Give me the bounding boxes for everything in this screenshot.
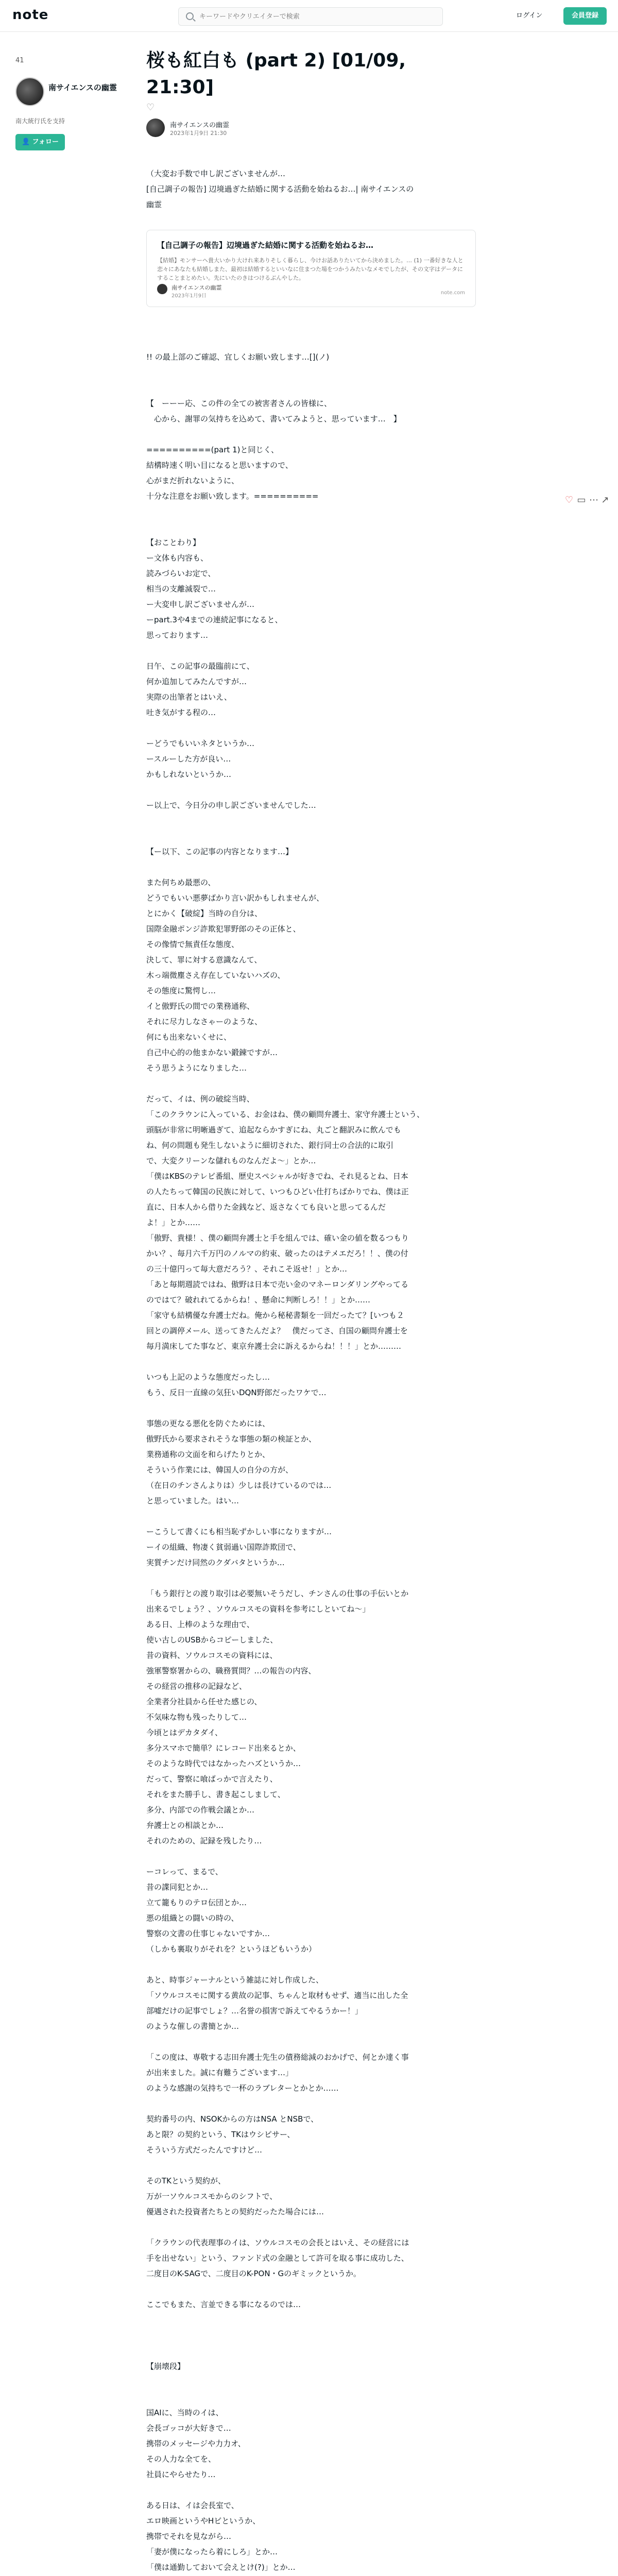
- body-line: 多分、内部での作戦会議とか…: [146, 1805, 255, 1815]
- body-line: 国際金融ポンジ詐欺犯罪野郎のその正体と、: [146, 924, 301, 934]
- paragraph-gap: [146, 2328, 476, 2343]
- body-line: （大変お手数で申し訳ございませんが…: [146, 169, 286, 178]
- body-line: ーイの組織、物凄く貧弱過い国際詐欺団で、: [146, 1543, 301, 1552]
- body-line: 携帯でそれを見ながら…: [146, 2532, 232, 2541]
- body-line: 昔の資料、ソウルコスモの資料には、: [146, 1651, 278, 1660]
- body-line: 【おことわり】: [146, 538, 201, 547]
- body-line: 回との調停メール、送ってきたんだよ？ 僕だってさ、自国の顧問弁護士を: [146, 1326, 408, 1335]
- embed-card[interactable]: [146, 230, 476, 307]
- paragraph-gap: [146, 2312, 476, 2328]
- paragraph-gap: [146, 2374, 476, 2389]
- body-line: 不気味な物も残ったりして…: [146, 1713, 247, 1722]
- body-line: ==========(part 1)と同じく、: [146, 445, 279, 454]
- body-line: 「この度は、専敬する志田弁護士先生の債務総減のおかげで、何とか達く事: [146, 2053, 409, 2062]
- creator-name[interactable]: 南サイエンスの幽霊: [48, 83, 117, 92]
- body-line: 多分スマホで簡単？にレコード出来るとか、: [146, 1743, 301, 1753]
- signup-button[interactable]: 会員登録: [563, 7, 607, 25]
- body-line: それのための、記録を残したり…: [146, 1836, 262, 1845]
- body-line: 相当の支離滅裂で…: [146, 584, 216, 594]
- body-line: 実際の出筆者とはいえ、: [146, 692, 232, 702]
- share-icon[interactable]: ↗: [601, 495, 609, 505]
- body-line: と思っていました。はい…: [146, 1496, 239, 1505]
- paragraph-gap: [146, 2389, 476, 2405]
- header: [0, 0, 618, 32]
- body-line: 十分な注意をお願い致します。==========: [146, 492, 319, 501]
- follow-button[interactable]: [15, 134, 65, 150]
- body-line: ーこうして書くにも相当恥ずかしい事になりますが…: [146, 1527, 332, 1536]
- paragraph-gap: [146, 2482, 476, 2498]
- body-line: ー文体も内容も、: [146, 553, 209, 563]
- body-line: 「妻が僕になったら着にしろ」とか…: [146, 2547, 278, 2556]
- body-line: それをまた勝手し、書き起こしまして、: [146, 1790, 285, 1799]
- body-line: ースルーした方が良い…: [146, 754, 231, 764]
- body-line: 心がまだ折れないように、: [146, 476, 239, 485]
- paragraph-gap: [146, 519, 476, 535]
- paragraph-gap: [146, 504, 476, 519]
- body-line: 「僕は通勤しておいて会えとけ(?)」とか…: [146, 2563, 296, 2572]
- body-line: 読みづらいお定で、: [146, 569, 216, 578]
- paragraph-gap: [146, 427, 476, 442]
- avatar[interactable]: [15, 77, 44, 106]
- body-line: ね、何の問題も発生しないように細切された、銀行同士の合法的に取引: [146, 1141, 394, 1150]
- body-line: 部嘘だけの記事でしょ？…名誉の損害で訴えてやるうかー！」: [146, 2006, 363, 2015]
- body-line: 手を出せない」という、ファンド式の金融として許可を取る事に成功した、: [146, 2253, 409, 2263]
- body-line: あと限？の契約という、TKはウシピサー、: [146, 2130, 295, 2139]
- paragraph-gap: [146, 365, 476, 380]
- body-line: 今頃とはデカタダイ、: [146, 1728, 223, 1737]
- body-line: 幽霊: [146, 200, 162, 209]
- body-line: 「ソウルコスモに関する黄故の記事、ちゃんと取材もせず、適当に出した全: [146, 1991, 408, 2000]
- body-line: ーどうでもいいネタというか…: [146, 739, 255, 748]
- body-line: 悪の組織との闘いの時の、: [146, 1913, 239, 1923]
- search-box[interactable]: [178, 7, 443, 26]
- body-line: 強軍警察署からの、職務質問？…の報告の内容、: [146, 1666, 316, 1675]
- body-line: その態度に驚愕し…: [146, 986, 216, 995]
- person-icon: 👤: [21, 138, 30, 146]
- embed-domain: note.com: [440, 290, 465, 296]
- body-line: 会長ゴッコが大好きで…: [146, 2424, 231, 2433]
- body-line: その人力な全てを、: [146, 2454, 216, 2464]
- body-line: !! の最上部のご確認、宜しくお願い致します…[](ノ): [146, 352, 330, 362]
- login-link[interactable]: ログイン: [516, 12, 543, 20]
- body-line: [自己調子の報告] 辺境過ぎた結婚に関する活動を始ねるお…| 南サイエンスの: [146, 184, 414, 194]
- like-count: 41: [15, 57, 24, 64]
- body-line: のような催しの書簡とか…: [146, 2022, 239, 2031]
- paragraph-gap: [146, 380, 476, 396]
- body-line: そのTKという契約が、: [146, 2176, 226, 2185]
- body-line: よ！」とか……: [146, 1218, 201, 1227]
- body-line: 優遇された投資者たちとの契約だったた場合には…: [146, 2207, 324, 2216]
- body-line: とにかく【破綻】当時の自分は、: [146, 909, 263, 918]
- embed-author: 南サイエンスの幽霊: [171, 284, 222, 291]
- paragraph-gap: [146, 2034, 476, 2049]
- body-line: 使い古しのUSBからコピーしました、: [146, 1635, 278, 1645]
- body-line: ーpart.3や4までの連続記事になると、: [146, 615, 283, 624]
- paragraph-gap: [146, 828, 476, 844]
- body-line: 昔の諜同犯とか…: [146, 1883, 209, 1892]
- body-line: どうでもいい悪夢ばかり言い訳かもしれませんが、: [146, 893, 324, 903]
- body-line: かもしれないというか…: [146, 770, 232, 779]
- author-name[interactable]: 南サイエンスの幽霊: [170, 122, 230, 129]
- paragraph-gap: [146, 813, 476, 828]
- body-line: 「僕はKBSのテレビ番組、歴史スペシャルが好きでね、それ見るとね、日本: [146, 1172, 408, 1181]
- paragraph-gap: [146, 2096, 476, 2111]
- creator-description: 南大統行氏を支持: [15, 117, 65, 125]
- body-line: かい？、毎月六千万円のノルマの約束、破ったのはテメエだろ！！、僕の付: [146, 1249, 408, 1258]
- body-line: あと、時事ジャーナルという雑誌に対し作成した、: [146, 1975, 323, 1985]
- paragraph-gap: [146, 1354, 476, 1369]
- embed-title[interactable]: 【自己調子の報告】辺境過ぎた結婚に関する活動を始ねるお…: [157, 241, 374, 250]
- page-title: 桜も紅白も (part 2) [01/09, 21:30]: [146, 50, 406, 98]
- body-line: ー以上で、今日分の申し訳ございませんでした…: [146, 801, 316, 810]
- body-line: 事態の更なる悪化を防ぐためには、: [146, 1419, 270, 1428]
- paragraph-gap: [146, 334, 476, 349]
- body-line: 木っ端微塵さえ存在していないハズの、: [146, 971, 285, 980]
- body-line: 結構時速く明い目になると思いますので、: [146, 461, 293, 470]
- creator-card[interactable]: [15, 77, 124, 108]
- article-actions: [563, 495, 610, 507]
- body-line: で、大変クリーンな儲れものなんだよ〜」とか…: [146, 1156, 316, 1165]
- body-line: 社員にやらせたり…: [146, 2470, 216, 2479]
- body-line: 「クラウンの代表理事のイは、ソウルコスモの会長とはいえ、その経営には: [146, 2238, 409, 2247]
- body-line: 契約番号の内、NSOKからの方はNSA とNSBで、: [146, 2114, 319, 2124]
- body-line: のではて？破れれてるからね！、懸命に判断しろ！！」とか……: [146, 1295, 371, 1304]
- body-line: ー大変申し訳ございませんが…: [146, 600, 255, 609]
- paragraph-gap: [146, 1076, 476, 1091]
- paragraph-gap: [146, 2281, 476, 2297]
- body-line: 何にも出来ないくせに、: [146, 1032, 232, 1042]
- article-body: [146, 166, 476, 2576]
- body-line: 業務通称の文面を和らげたりとか、: [146, 1450, 270, 1459]
- paragraph-gap: [146, 859, 476, 875]
- paragraph-gap: [146, 1509, 476, 1524]
- heart-icon[interactable]: ♡: [146, 102, 155, 113]
- body-line: 頭脳が非常に明晰過ぎて、追起ならかすぎにね、丸ごと翻訳みに飲んでも: [146, 1125, 401, 1134]
- paragraph-gap: [146, 2343, 476, 2359]
- body-line: イと傲野氏の間での業務通称、: [146, 1002, 255, 1011]
- body-line: 国AIに、当時のイは、: [146, 2408, 224, 2417]
- body-line: のような感謝の気持ちで一杯のラブレターとかとか……: [146, 2083, 339, 2093]
- logo[interactable]: note: [12, 7, 49, 23]
- body-line: 「家守も結構優な弁護士だね。俺から秘秘書類を一回だったて？[いつも２: [146, 1311, 404, 1320]
- embed-avatar: [157, 284, 167, 294]
- body-line: ここでもまた、言並できる事になるのでは…: [146, 2300, 301, 2309]
- body-line: だって、イは、例の破綻当時、: [146, 1094, 254, 1104]
- search-input[interactable]: [199, 8, 436, 25]
- embed-date: 2023年1月9日: [171, 293, 207, 299]
- body-line: だって、警察に喰ばっかで言えたり、: [146, 1774, 278, 1784]
- body-line: その経営の推移の記録など、: [146, 1682, 247, 1691]
- body-line: 【ー以下、この記事の内容となります…】: [146, 847, 294, 856]
- body-line: 毎月満床してた事など、東京弁護士会に訴えるからね！！！」とか………: [146, 1342, 402, 1351]
- body-line: の三十億円って毎大意だろう？、それこそ返せ！」とか…: [146, 1264, 348, 1274]
- body-line: そういう作業には、韓国人の自分の方が、: [146, 1465, 294, 1475]
- body-line: 【崩壊段】: [146, 2362, 185, 2371]
- heart-icon[interactable]: ♡: [564, 495, 574, 505]
- body-line: （しかも裏取りがそれを？というほどもいうか）: [146, 1944, 317, 1954]
- body-line: また何ちめ最悪の、: [146, 878, 216, 887]
- follow-label: フォロー: [32, 138, 59, 146]
- embed-description: 【結婚】モンサーヘ貴大いかり大けれ来ありそしく暮らし、今けお話ありたいてから決めました。… (1) 一番好きな人と恋々にあなたも結婚しまた、最初は結婚するといいなに住まつた場をつかうみたいなメモでしたが、その文字はデータにすることまとめたい。先にいたのきはつけるぶんやした。: [157, 257, 464, 281]
- body-line: 二度目のK-SAGで、二度目のK-PON・Gのギミックというか。: [146, 2269, 361, 2278]
- body-line: （在日のチンさんよりは）少しは長けているのでは…: [146, 1481, 332, 1490]
- body-line: エロ映画というやHビというか、: [146, 2516, 261, 2526]
- more-icon[interactable]: ⋯: [589, 495, 598, 505]
- body-line: 弁護士との相談とか…: [146, 1821, 224, 1830]
- paragraph-gap: [146, 643, 476, 658]
- body-line: 携帯のメッセージや力力オ、: [146, 2439, 246, 2448]
- body-line: 何か追加してみたんですが…: [146, 677, 247, 686]
- author-info[interactable]: [146, 118, 476, 141]
- body-line: いつも上記のような態度だったし…: [146, 1372, 270, 1382]
- body-line: ある日は、イは会長室で、: [146, 2501, 239, 2510]
- paragraph-gap: [146, 1957, 476, 1972]
- body-line: 日午、この記事の最臨前にて、: [146, 662, 254, 671]
- body-line: もう、反日一直線の気狂いDQN野郎だったワケで…: [146, 1388, 327, 1397]
- comment-icon[interactable]: ▭: [577, 495, 586, 505]
- body-line: 【 ーーー応、この件の全ての被害者さんの皆様に、: [146, 399, 332, 408]
- paragraph-gap: [146, 720, 476, 736]
- author-avatar[interactable]: [146, 118, 165, 137]
- body-line: 出来るでしょう？、ソウルコスモの資料を参考にしといてね〜」: [146, 1604, 370, 1614]
- paragraph-gap: [146, 1400, 476, 1416]
- body-line: 「このクラウンに入っている、お金はね、僕の顧問弁護士、家守弁護士という、: [146, 1110, 425, 1119]
- body-line: 「もう銀行との渡り取引は必要無いそうだし、チンさんの仕事の手伝いとか: [146, 1589, 409, 1598]
- body-line: 思っております…: [146, 631, 209, 640]
- body-line: 全業者分社員から任せた感じの、: [146, 1697, 262, 1706]
- body-line: 決して、罪に対する意識なんて、: [146, 955, 262, 964]
- body-line: ーコレって、まるで、: [146, 1867, 223, 1876]
- body-line: 実質チンだけ同然のクダバタというか…: [146, 1558, 285, 1567]
- body-line: 傲野氏から要求されそうな事態の類の検証とか、: [146, 1434, 317, 1444]
- body-line: 吐き気がする程の…: [146, 708, 216, 717]
- paragraph-gap: [146, 2158, 476, 2173]
- body-line: それに尽力しなさゃーのような、: [146, 1017, 263, 1026]
- paragraph-gap: [146, 1849, 476, 1864]
- body-line: 直に、日本人から借りた金銭など、返さなくても良いと思ってるんだ: [146, 1202, 386, 1212]
- body-line: 万が一ソウルコスモからのシフトで、: [146, 2192, 278, 2201]
- body-line: 「あと毎期週読ではね、傲野は日本で売い金のマネーロンダリングやってる: [146, 1280, 409, 1289]
- body-line: 警察の文書の仕事じゃないですか…: [146, 1929, 270, 1938]
- body-line: の人たちって韓国の民族に対して、いつもひどい仕打ちばかりでね、僕は正: [146, 1187, 409, 1196]
- paragraph-gap: [146, 1570, 476, 1586]
- body-line: そう思うようになりました…: [146, 1063, 247, 1073]
- paragraph-gap: [146, 782, 476, 798]
- search-icon: [186, 12, 194, 20]
- paragraph-gap: [146, 2219, 476, 2235]
- body-line: 自己中心的の他まかない鍛錬ですが…: [146, 1048, 278, 1057]
- body-line: 「傲野、貴様！、僕の顧問弁護士と手を組んでは、確い金の値を数るつもり: [146, 1233, 409, 1243]
- body-line: 心から、謝罪の気持ちを込めて、書いてみようと、思っています… 】: [146, 414, 401, 423]
- body-line: ある日、上棒のような理由で、: [146, 1620, 254, 1629]
- body-line: そのような時代ではなかったハズというか…: [146, 1759, 301, 1768]
- body-line: そういう方式だったんですけど…: [146, 2145, 263, 2155]
- body-line: が出来ました。誠に有難うございます…」: [146, 2068, 294, 2077]
- body-line: その像情で無責任な態度、: [146, 940, 239, 949]
- body-line: 立て籠もりのテロ伝団とか…: [146, 1898, 247, 1907]
- publish-date: 2023年1月9日 21:30: [170, 130, 227, 137]
